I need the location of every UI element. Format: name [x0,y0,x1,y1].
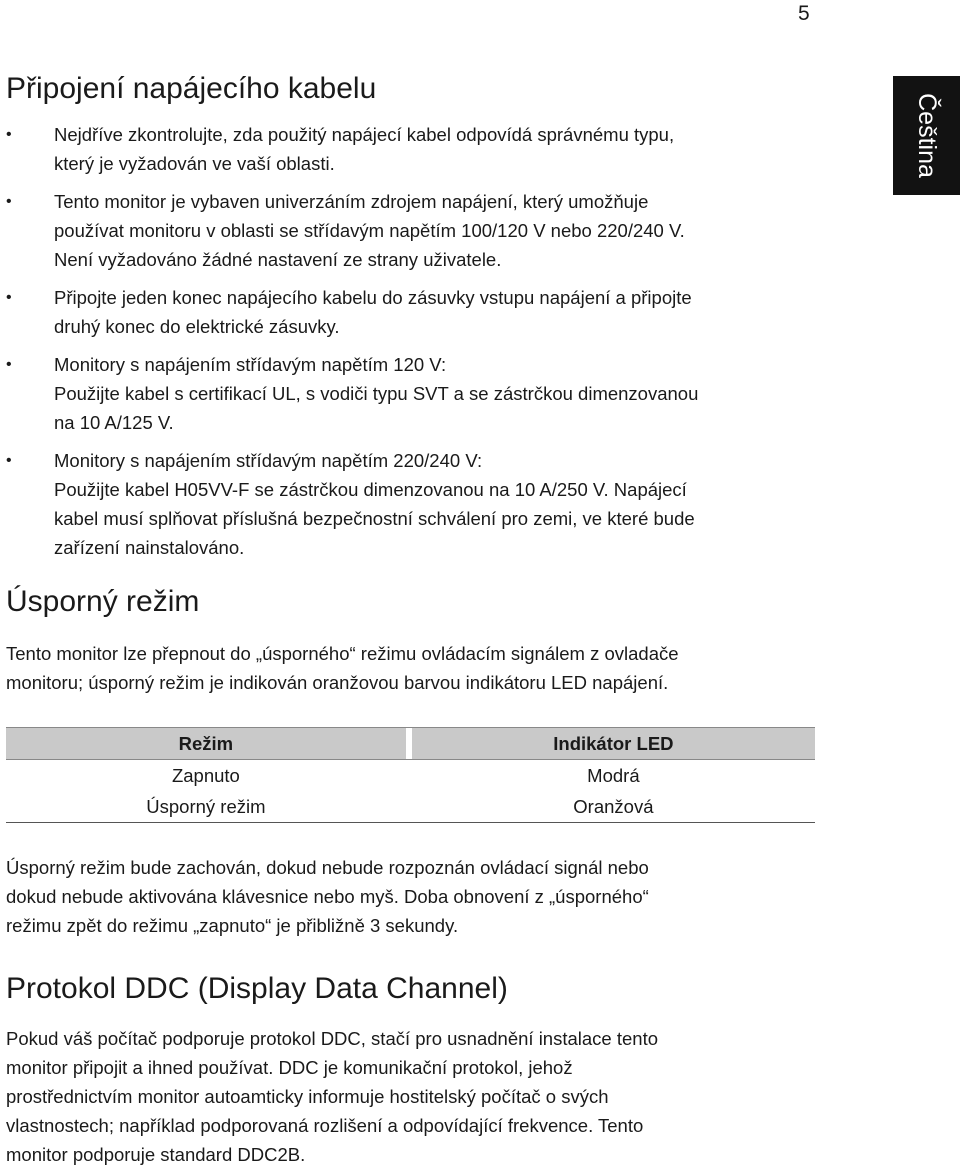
paragraph-line: vlastnostech; například podporovaná rozlišení a odpovídající frekvence. Tento [6,1115,644,1136]
power-saving-outro [6,853,826,940]
paragraph-line: Úsporný režim bude zachován, dokud nebude rozpoznán ovládací signál nebo [6,857,649,878]
cell-mode: Úsporný režim [6,791,406,823]
bullet-item [6,350,826,437]
section-title-ddc: Protokol DDC (Display Data Channel) [6,972,508,1005]
section-title-power-saving: Úsporný režim [6,585,200,618]
language-tab [893,76,960,195]
bullet-text-line: Není vyžadováno žádné nastavení ze strany uživatele. [54,249,502,270]
bullet-text-line: Nejdříve zkontrolujte, zda použitý napájecí kabel odpovídá správnému typu, [54,124,675,145]
bullet-item [6,446,826,562]
power-mode-table [6,727,815,823]
paragraph-line: režimu zpět do režimu „zapnuto“ je přibližně 3 sekundy. [6,915,459,936]
bullet-dot: • [6,289,12,306]
cell-mode: Zapnuto [171,764,240,786]
bullet-item [6,187,826,274]
bullet-text-line: druhý konec do elektrické zásuvky. [54,316,340,337]
paragraph-line: Tento monitor lze přepnout do „úsporného“ režimu ovládacím signálem z ovladače [6,643,679,664]
bullet-text-line: Monitory s napájením střídavým napětím 120 V: [54,354,447,375]
table-header-row [6,728,815,760]
header-mode: Režim [6,728,406,760]
bullet-text-line: Připojte jeden konec napájecího kabelu do zásuvky vstupu napájení a připojte [54,287,692,308]
bullet-text-line: Monitory s napájením střídavým napětím 220/240 V: [54,450,483,471]
power-saving-intro [6,639,826,697]
paragraph-line: monitoru; úsporný režim je indikován oranžovou barvou indikátoru LED napájení. [6,672,669,693]
bullet-text-line: Tento monitor je vybaven univerzáním zdrojem napájení, který umožňuje [54,191,649,212]
bullet-text-line: Použijte kabel H05VV-F se zástrčkou dimenzovanou na 10 A/250 V. Napájecí [54,479,687,500]
header-led-indicator: Indikátor LED [412,728,815,760]
bullet-text-line: používat monitoru v oblasti se střídavým napětím 100/120 V nebo 220/240 V. [54,220,685,241]
bullet-item [6,120,826,178]
language-tab-label: Čeština [913,93,942,178]
bullet-dot: • [6,452,12,469]
cell-led: Modrá [587,764,640,786]
bullet-dot: • [6,126,12,143]
bullet-text-line: na 10 A/125 V. [54,412,174,433]
paragraph-line: prostřednictvím monitor autoamticky informuje hostitelský počítač o svých [6,1086,609,1107]
table-row [6,760,815,792]
paragraph-line: dokud nebude aktivována klávesnice nebo myš. Doba obnovení z „úsporného“ [6,886,649,907]
bullet-dot: • [6,356,12,373]
bullet-dot: • [6,193,12,210]
ddc-body [6,1024,826,1169]
paragraph-line: monitor podporuje standard DDC2B. [6,1144,306,1165]
bullet-text-line: kabel musí splňovat příslušná bezpečnostní schválení pro zemi, ve které bude [54,508,695,529]
power-cable-bullet-list [6,120,826,571]
paragraph-line: Pokud váš počítač podporuje protokol DDC, stačí pro usnadnění instalace tento [6,1028,658,1049]
cell-led: Oranžová [412,791,815,823]
paragraph-line: monitor připojit a ihned používat. DDC je komunikační protokol, jehož [6,1057,573,1078]
bullet-text-line: který je vyžadován ve vaší oblasti. [54,153,335,174]
section-title-power-cable: Připojení napájecího kabelu [6,72,377,105]
table-row [6,791,815,823]
bullet-item [6,283,826,341]
page-number: 5 [798,2,810,25]
bullet-text-line: Použijte kabel s certifikací UL, s vodiči typu SVT a se zástrčkou dimenzovanou [54,383,699,404]
bullet-text-line: zařízení nainstalováno. [54,537,245,558]
